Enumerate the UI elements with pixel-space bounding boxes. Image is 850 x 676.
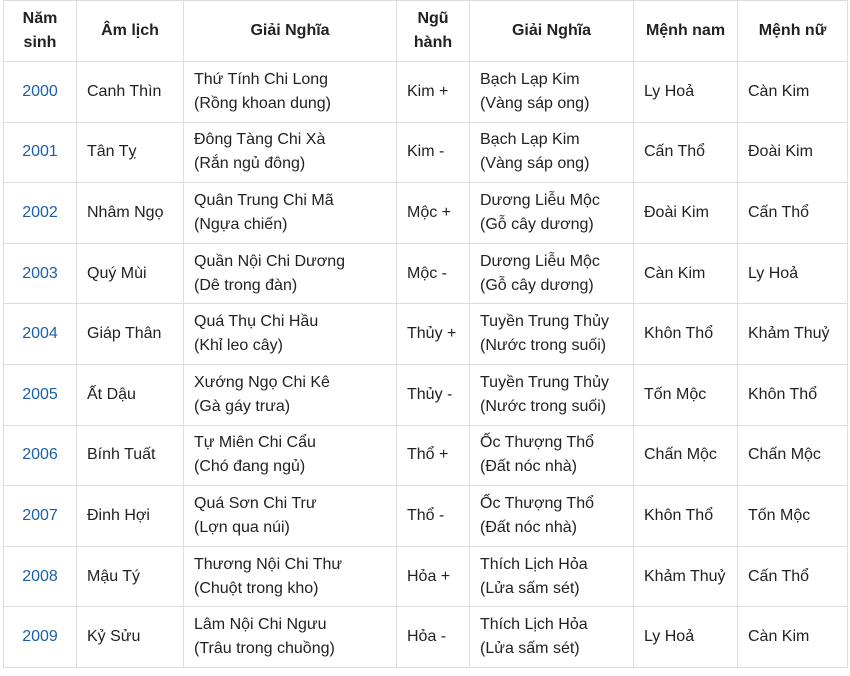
meaning-1-cell-line-2: (Trâu trong chuồng)	[194, 640, 335, 658]
meaning-1-cell-line-2: (Dê trong đàn)	[194, 276, 298, 294]
lunar-cell: Tân Tỵ	[77, 122, 184, 183]
zodiac-table	[3, 0, 848, 668]
meaning-2-cell	[470, 183, 634, 244]
year-link[interactable]: 2000	[4, 62, 77, 123]
female-cell: Ly Hoả	[738, 243, 848, 304]
lunar-cell: Mậu Tý	[77, 546, 184, 607]
meaning-1-cell-line-2: (Chó đang ngủ)	[194, 458, 306, 476]
header-meaning-1: Giải Nghĩa	[184, 1, 397, 62]
female-cell: Khảm Thuỷ	[738, 304, 848, 365]
meaning-2-cell-line-2: (Đất nóc nhà)	[480, 518, 577, 536]
meaning-2-cell	[470, 243, 634, 304]
header-row	[4, 1, 848, 62]
year-link[interactable]: 2009	[4, 607, 77, 668]
lunar-cell: Đinh Hợi	[77, 486, 184, 547]
male-cell: Khảm Thuỷ	[634, 546, 738, 607]
male-cell: Cấn Thổ	[634, 122, 738, 183]
meaning-2-cell-line-1: Bạch Lạp Kim	[480, 70, 580, 88]
male-cell: Đoài Kim	[634, 183, 738, 244]
male-cell: Càn Kim	[634, 243, 738, 304]
element-cell: Thủy +	[397, 304, 470, 365]
male-cell: Khôn Thổ	[634, 486, 738, 547]
year-link[interactable]: 2005	[4, 364, 77, 425]
male-cell: Chấn Mộc	[634, 425, 738, 486]
female-cell: Khôn Thổ	[738, 364, 848, 425]
lunar-cell: Quý Mùi	[77, 243, 184, 304]
meaning-1-cell-line-2: (Chuột trong kho)	[194, 579, 319, 597]
element-cell: Mộc +	[397, 183, 470, 244]
meaning-1-cell-line-1: Quân Trung Chi Mã	[194, 191, 334, 209]
meaning-1-cell-line-2: (Khỉ leo cây)	[194, 337, 283, 355]
meaning-2-cell-line-2: (Lửa sấm sét)	[480, 640, 580, 658]
meaning-2-cell-line-2: (Lửa sấm sét)	[480, 579, 580, 597]
meaning-2-cell-line-2: (Nước trong suối)	[480, 337, 607, 355]
meaning-1-cell	[184, 122, 397, 183]
element-cell: Kim -	[397, 122, 470, 183]
meaning-2-cell-line-2: (Gỗ cây dương)	[480, 215, 594, 233]
table-row	[4, 243, 848, 304]
meaning-2-cell	[470, 425, 634, 486]
meaning-1-cell	[184, 486, 397, 547]
header-lunar: Âm lịch	[77, 1, 184, 62]
meaning-2-cell-line-1: Bạch Lạp Kim	[480, 131, 580, 149]
table-row	[4, 122, 848, 183]
element-cell: Kim +	[397, 62, 470, 123]
female-cell: Tốn Mộc	[738, 486, 848, 547]
meaning-2-cell-line-1: Thích Lịch Hỏa	[480, 616, 588, 634]
header-year: Năm sinh	[4, 1, 77, 62]
year-link[interactable]: 2008	[4, 546, 77, 607]
female-cell: Càn Kim	[738, 607, 848, 668]
male-cell: Tốn Mộc	[634, 364, 738, 425]
lunar-cell: Nhâm Ngọ	[77, 183, 184, 244]
meaning-2-cell-line-2: (Đất nóc nhà)	[480, 458, 577, 476]
element-cell: Hỏa +	[397, 546, 470, 607]
meaning-1-cell-line-1: Đông Tàng Chi Xà	[194, 131, 326, 149]
lunar-cell: Kỷ Sửu	[77, 607, 184, 668]
meaning-2-cell-line-1: Tuyền Trung Thủy	[480, 313, 609, 331]
year-link[interactable]: 2002	[4, 183, 77, 244]
meaning-2-cell-line-2: (Gỗ cây dương)	[480, 276, 594, 294]
female-cell: Càn Kim	[738, 62, 848, 123]
meaning-2-cell	[470, 62, 634, 123]
element-cell: Mộc -	[397, 243, 470, 304]
header-male: Mệnh nam	[634, 1, 738, 62]
meaning-1-cell-line-2: (Rồng khoan dung)	[194, 94, 331, 112]
female-cell: Cấn Thổ	[738, 546, 848, 607]
element-cell: Thủy -	[397, 364, 470, 425]
male-cell: Ly Hoả	[634, 607, 738, 668]
header-meaning-2: Giải Nghĩa	[470, 1, 634, 62]
table-row	[4, 486, 848, 547]
year-link[interactable]: 2001	[4, 122, 77, 183]
header-female: Mệnh nữ	[738, 1, 848, 62]
table-row	[4, 607, 848, 668]
table-row	[4, 425, 848, 486]
meaning-1-cell-line-1: Thứ Tính Chi Long	[194, 70, 329, 88]
table-row	[4, 304, 848, 365]
meaning-2-cell-line-1: Dương Liễu Mộc	[480, 252, 600, 270]
meaning-2-cell-line-2: (Vàng sáp ong)	[480, 155, 590, 173]
meaning-1-cell	[184, 364, 397, 425]
meaning-1-cell-line-2: (Gà gáy trưa)	[194, 397, 291, 415]
meaning-2-cell	[470, 486, 634, 547]
meaning-2-cell-line-1: Tuyền Trung Thủy	[480, 373, 609, 391]
year-link[interactable]: 2007	[4, 486, 77, 547]
year-link[interactable]: 2003	[4, 243, 77, 304]
meaning-1-cell	[184, 304, 397, 365]
element-cell: Thổ +	[397, 425, 470, 486]
table-row	[4, 62, 848, 123]
meaning-2-cell	[470, 607, 634, 668]
table-row	[4, 183, 848, 244]
table-row	[4, 546, 848, 607]
meaning-1-cell-line-1: Tự Miên Chi Cẩu	[194, 434, 316, 452]
year-link[interactable]: 2006	[4, 425, 77, 486]
meaning-1-cell-line-1: Quá Thụ Chi Hầu	[194, 313, 319, 331]
male-cell: Khôn Thổ	[634, 304, 738, 365]
meaning-1-cell-line-1: Thương Nội Chi Thư	[194, 555, 343, 573]
female-cell: Chấn Mộc	[738, 425, 848, 486]
meaning-2-cell-line-1: Dương Liễu Mộc	[480, 191, 600, 209]
meaning-1-cell-line-1: Quần Nội Chi Dương	[194, 252, 346, 270]
meaning-2-cell	[470, 122, 634, 183]
meaning-1-cell	[184, 607, 397, 668]
meaning-1-cell	[184, 62, 397, 123]
year-link[interactable]: 2004	[4, 304, 77, 365]
meaning-1-cell	[184, 546, 397, 607]
meaning-1-cell-line-2: (Rắn ngủ đông)	[194, 155, 306, 173]
lunar-cell: Bính Tuất	[77, 425, 184, 486]
lunar-cell: Giáp Thân	[77, 304, 184, 365]
meaning-2-cell	[470, 304, 634, 365]
meaning-2-cell-line-1: Ốc Thượng Thổ	[480, 434, 594, 452]
female-cell: Cấn Thổ	[738, 183, 848, 244]
male-cell: Ly Hoả	[634, 62, 738, 123]
meaning-2-cell-line-2: (Nước trong suối)	[480, 397, 607, 415]
table-row	[4, 364, 848, 425]
meaning-1-cell	[184, 183, 397, 244]
lunar-cell: Canh Thìn	[77, 62, 184, 123]
meaning-1-cell-line-2: (Ngựa chiến)	[194, 215, 288, 233]
meaning-2-cell-line-1: Thích Lịch Hỏa	[480, 555, 588, 573]
meaning-2-cell	[470, 364, 634, 425]
header-element: Ngũ hành	[397, 1, 470, 62]
element-cell: Hỏa -	[397, 607, 470, 668]
meaning-1-cell-line-1: Xướng Ngọ Chi Kê	[194, 373, 330, 391]
element-cell: Thổ -	[397, 486, 470, 547]
lunar-cell: Ất Dậu	[77, 364, 184, 425]
meaning-1-cell	[184, 243, 397, 304]
meaning-2-cell-line-2: (Vàng sáp ong)	[480, 94, 590, 112]
meaning-2-cell-line-1: Ốc Thượng Thổ	[480, 494, 594, 512]
female-cell: Đoài Kim	[738, 122, 848, 183]
meaning-1-cell-line-2: (Lợn qua núi)	[194, 518, 290, 536]
meaning-1-cell-line-1: Quá Sơn Chi Trư	[194, 494, 317, 512]
meaning-1-cell-line-1: Lâm Nội Chi Ngưu	[194, 616, 327, 634]
meaning-2-cell	[470, 546, 634, 607]
meaning-1-cell	[184, 425, 397, 486]
